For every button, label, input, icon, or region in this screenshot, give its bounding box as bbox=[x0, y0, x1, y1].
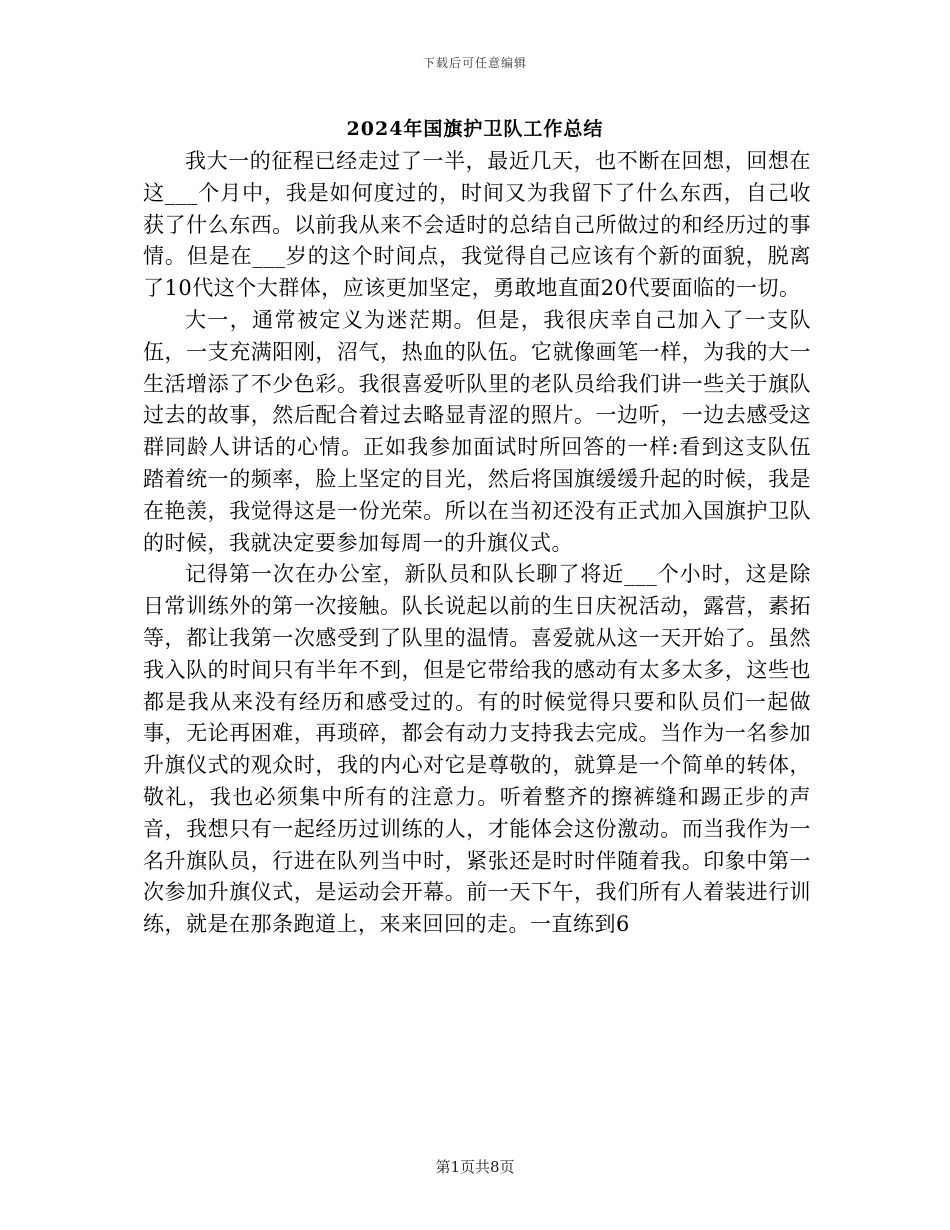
paragraph-3: 记得第一次在办公室，新队员和队长聊了将近___个小时，这是除日常训练外的第一次接触。队长说起以前的生日庆祝活动，露营，素拓等，都让我第一次感受到了队里的温情。喜爱就从这一天开始了。虽然我入队的时间只有半年不到，但是它带给我的感动有太多太多，这些也都是我从来没有经历和感受过的。有的时候觉得只要和队员们一起做事，无论再困难，再琐碎，都会有动力支持我去完成。当作为一名参加升旗仪式的观众时，我的内心对它是尊敬的，就算是一个简单的转体，敬礼，我也必须集中所有的注意力。听着整齐的擦裤缝和踢正步的声音，我想只有一起经历过训练的人，才能体会这份激动。而当我作为一名升旗队员，行进在队列当中时，紧张还是时时伴随着我。印象中第一次参加升旗仪式，是运动会开幕。前一天下午，我们所有人着装进行训练，就是在那条跑道上，来来回回的走。一直练到6 bbox=[143, 562, 811, 937]
document-body bbox=[143, 146, 811, 941]
paragraph-1: 我大一的征程已经走过了一半，最近几天，也不断在回想，回想在这___个月中，我是如何度过的，时间又为我留下了什么东西，自己收获了什么东西。以前我从来不会适时的总结自己所做过的和经历过的事情。但是在___岁的这个时间点，我觉得自己应该有个新的面貌，脱离了10代这个大群体，应该更加坚定，勇敢地直面20代要面临的一切。 bbox=[143, 149, 811, 301]
paragraph-2: 大一，通常被定义为迷茫期。但是，我很庆幸自己加入了一支队伍，一支充满阳刚，沼气，热血的队伍。它就像画笔一样，为我的大一生活增添了不少色彩。我很喜爱听队里的老队员给我们讲一些关于旗队过去的故事，然后配合着过去略显青涩的照片。一边听，一边去感受这群同龄人讲话的心情。正如我参加面试时所回答的一样:看到这支队伍踏着统一的频率，脸上坚定的目光，然后将国旗缓缓升起的时候，我是在艳羡，我觉得这是一份光荣。所以在当初还没有正式加入国旗护卫队的时候，我就决定要参加每周一的升旗仪式。 bbox=[143, 307, 811, 555]
header-note: 下载后可任意编辑 bbox=[422, 56, 527, 70]
document-title: 2024年国旗护卫队工作总结 bbox=[346, 118, 604, 140]
page-number: 第1页共8页 bbox=[435, 1158, 515, 1176]
